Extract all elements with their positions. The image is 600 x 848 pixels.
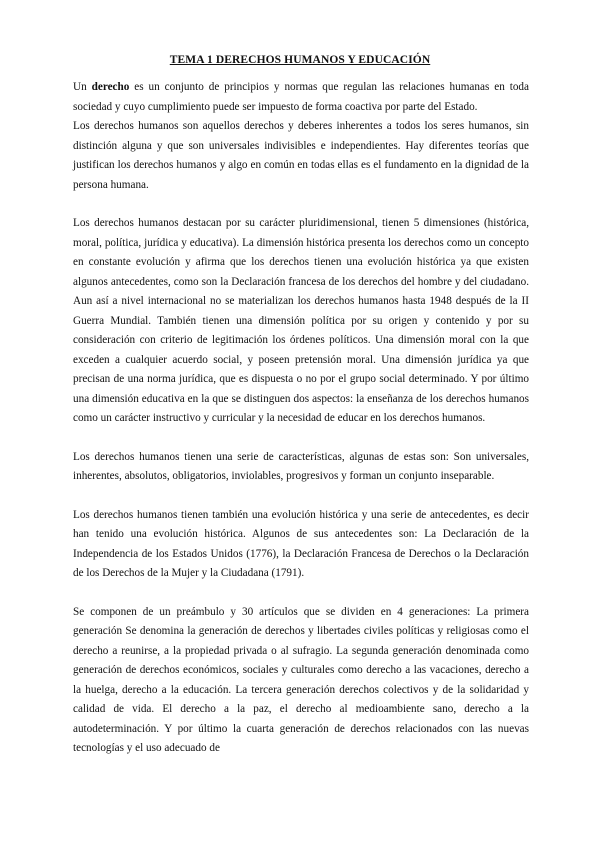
paragraph-dimensiones: Los derechos humanos destacan por su carácter pluridimensional, tienen 5 dimensiones (histórica, moral, política, jurídica y educativa). La dimensión histórica presenta los derechos como un concepto en constante evolución y afirma que los derechos tienen una evolución histórica ya que existen algunos antecedentes, como son la Declaración francesa de los derechos del hombre y del ciudadano. Aun así a nivel internacional no se materializan los derechos humanos hasta 1948 después de la II Guerra Mundial. También tienen una dimensión política por su origen y contenido y por su consideración con criterio de legitimación los órdenes políticos. Una dimensión moral con la que exceden a cualquier acuerdo social, y poseen pretensión moral. Una dimensión jurídica ya que precisan de una norma jurídica, que es dispuesta o no por el grupo social determinado. Y por último una dimensión educativa en la que se distinguen dos aspectos: la enseñanza de los derechos humanos como un carácter instructivo y curricular y la necesidad de educar en los derechos humanos.	[73, 217, 529, 424]
paragraph-rest: es un conjunto de principios y normas que regulan las relaciones humanas en toda sociedad y cuyo cumplimiento puede ser impuesto de forma coactiva por parte del Estado.	[73, 81, 529, 113]
paragraph-antecedentes: Los derechos humanos tienen también una evolución histórica y una serie de antecedentes, es decir han tenido una evolución histórica. Algunos de sus antecedentes son: La Declaración de la Independencia de los Estados Unidos (1776), la Declaración Francesa de Derechos o la Declaración de los Derechos de la Mujer y la Ciudadana (1791).	[73, 508, 529, 579]
paragraph-caracteristicas: Los derechos humanos tienen una serie de características, algunas de estas son: Son universales, inherentes, absolutos, obligatorios, inviolables, progresivos y forman un conjunto inseparable.	[73, 450, 529, 482]
paragraph-derecho-definition	[73, 78, 529, 117]
paragraph-lead: Un	[73, 81, 92, 93]
bold-term-derecho: derecho	[91, 81, 130, 93]
paragraph-generaciones: Se componen de un preámbulo y 30 artículos que se dividen en 4 generaciones: La primera generación Se denomina la generación de derechos y libertades civiles políticas y religiosas como el derecho a reunirse, a la propiedad privada o al sufragio. La segunda generación denominada como generación de derechos económicos, sociales y culturales como derecho a las vacaciones, derecho a la huelga, derecho a la educación. La tercera generación derechos colectivos y de la solidaridad y calidad de vida. El derecho a la paz, el derecho al medioambiente sano, derecho a la autodeterminación. Y por último la cuarta generación de derechos relacionados con las nuevas tecnologías y el uso adecuado de	[73, 605, 529, 754]
document-title: TEMA 1 DERECHOS HUMANOS Y EDUCACIÓN	[169, 54, 431, 66]
paragraph-derechos-humanos-definition: Los derechos humanos son aquellos derechos y deberes inherentes a todos los seres humanos, sin distinción alguna y que son universales indivisibles e independientes. Hay diferentes teorías que justifican los derechos humanos y algo en común en todas ellas es el fundamento en la dignidad de la persona humana.	[73, 120, 529, 191]
document-body	[73, 78, 529, 759]
